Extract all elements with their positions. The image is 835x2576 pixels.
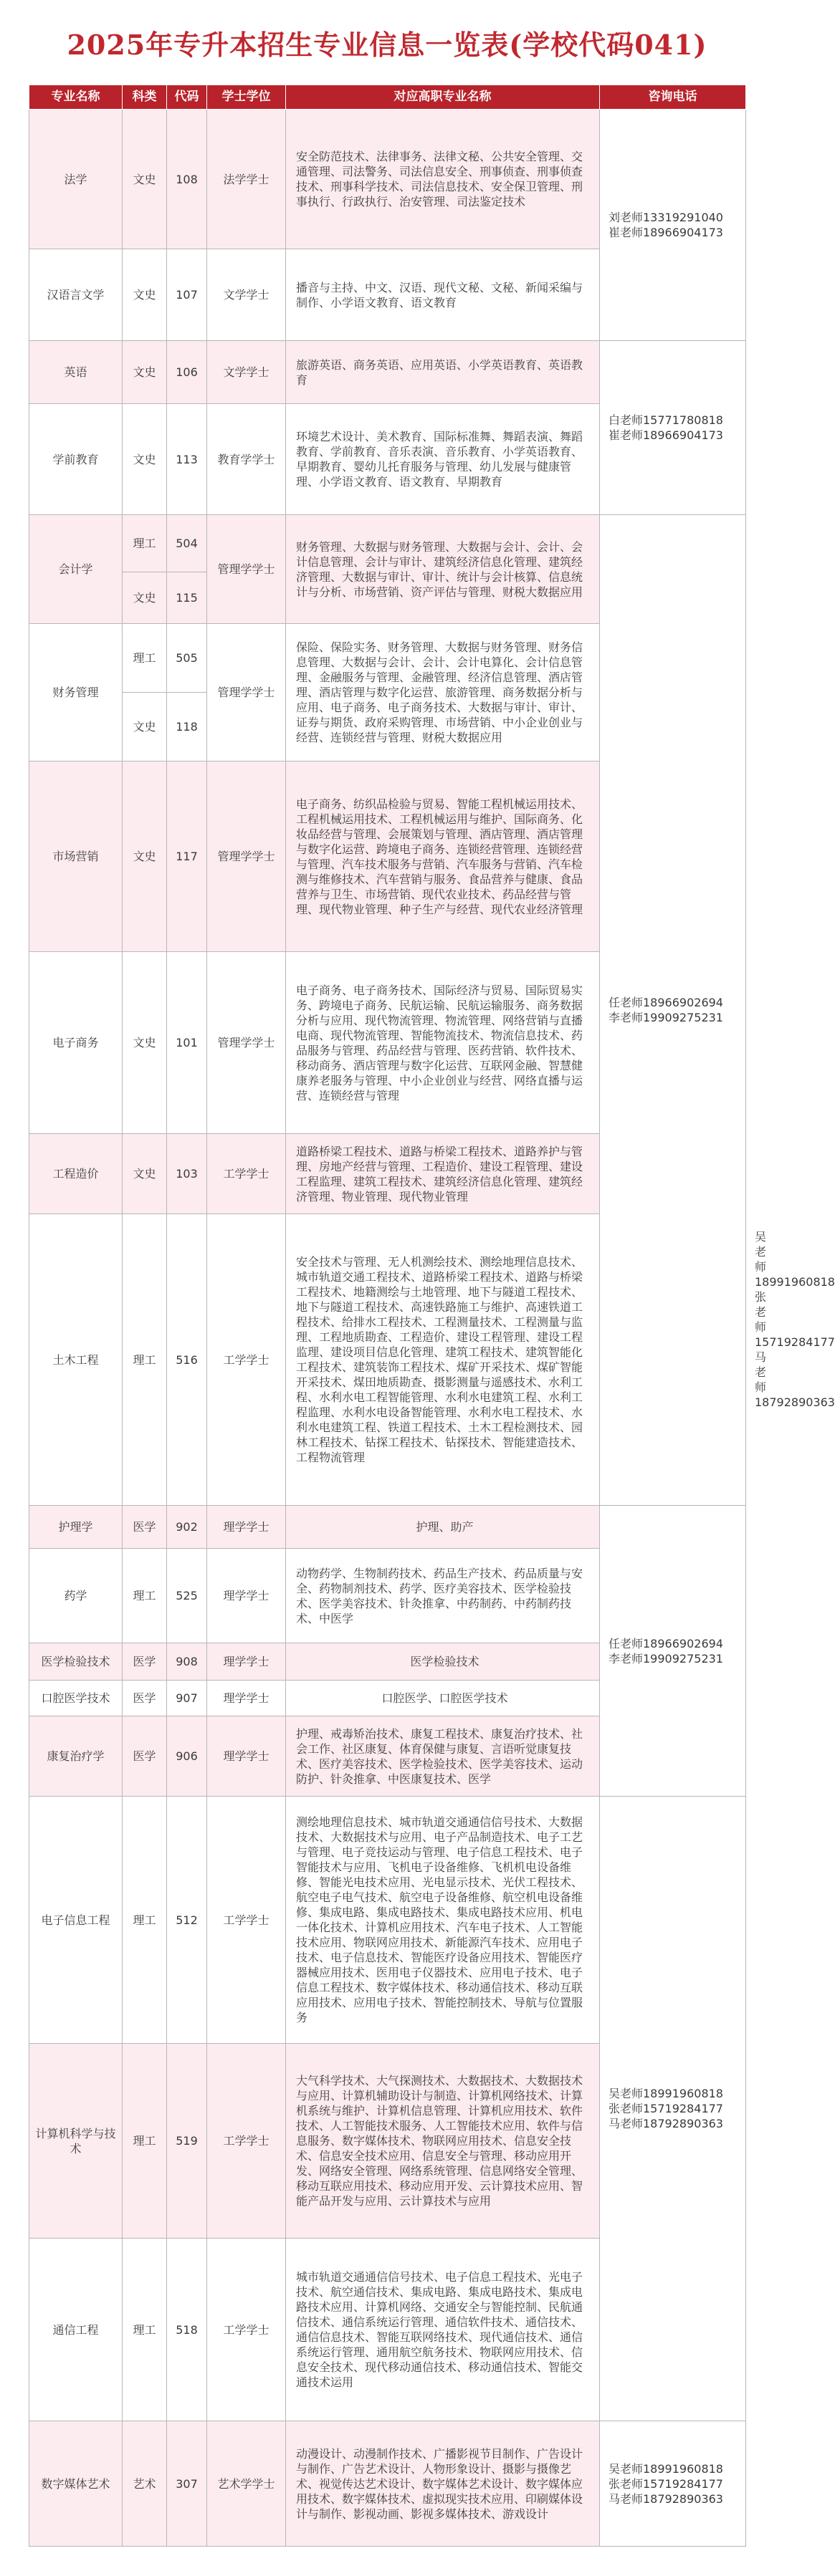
major-code: 106 <box>167 341 207 404</box>
major-category: 文史 <box>123 572 167 624</box>
phone-line: 张老师15719284177 <box>609 2476 723 2491</box>
related-majors: 测绘地理信息技术、城市轨道交通通信信号技术、大数据技术、大数据技术与应用、电子产品制造技术、电子工艺与管理、电子竞技运动与管理、电子信息工程技术、电子智能技术与应用、飞机电子设备维修、飞机机电设备维修、智能光电技术应用、光电显示技术、光伏工程技术、航空电子电气技术、航空电子设备维修、航空机电设备维修、集成电路、集成电路技术、集成电路技术应用、机电一体化技术、计算机应用技术、汽车电子技术、人工智能技术应用、物联网应用技术、新能源汽车技术、应用电子技术、电子信息技术、智能医疗设备应用技术、智能医疗器械应用技术、医用电子仪器技术、应用电子技术、电子信息工程技术、数字媒体技术、移动通信技术、移动互联应用技术、应用电子技术、智能控制技术、导航与位置服务 <box>286 1797 600 2044</box>
phone-line: 马老师18792890363 <box>609 2491 723 2506</box>
major-category: 艺术 <box>123 2421 167 2547</box>
related-majors: 电子商务、电子商务技术、国际经济与贸易、国际贸易实务、跨境电子商务、民航运输、民航运输服务、商务数据分析与应用、现代物流管理、物流管理、网络营销与直播电商、现代物流管理、智能物流技术、物流信息技术、药品服务与管理、药品经营与管理、医药营销、软件技术、移动商务、酒店管理与数字化运营、互联网金融、智慧健康养老服务与管理、中小企业创业与经营、网络直播与运营、连锁经营与管理 <box>286 952 600 1134</box>
related-majors: 财务管理、大数据与财务管理、大数据与会计、会计、会计信息管理、会计与审计、建筑经济信息化管理、建筑经济管理、大数据与审计、审计、统计与会计核算、信息统计与分析、市场营销、资产评估与管理、财税大数据应用 <box>286 515 600 624</box>
major-code: 525 <box>167 1549 207 1643</box>
related-majors: 保险、保险实务、财务管理、大数据与财务管理、财务信息管理、大数据与会计、会计、会计电算化、会计信息管理、金融服务与管理、金融管理、经济信息管理、酒店管理、酒店管理与数字化运营、旅游管理、商务数据分析与应用、电子商务、电子商务技术、大数据与审计、审计、证券与期货、政府采购管理、市场营销、中小企业创业与经营、连锁经营与管理、财税大数据应用 <box>286 624 600 761</box>
major-degree: 管理学学士 <box>207 761 286 952</box>
phone-cell <box>600 1506 746 1797</box>
major-category: 医学 <box>123 1716 167 1797</box>
related-majors: 动物药学、生物制药技术、药品生产技术、药品质量与安全、药物制剂技术、药学、医疗美容技术、医学检验技术、医学美容技术、针灸推拿、中药制药、中药制药技术、中医学 <box>286 1549 600 1643</box>
header-category: 科类 <box>123 85 167 110</box>
related-majors: 大气科学技术、大气探测技术、大数据技术、大数据技术与应用、计算机辅助设计与制造、计算机网络技术、计算机系统与维护、计算机信息管理、计算机应用技术、软件技术、人工智能技术服务、人工智能技术应用、软件与信息服务、数字媒体技术、物联网应用技术、信息安全技术、信息安全技术应用、信息安全与管理、移动应用开发、网络安全管理、网络系统管理、信息网络安全管理、移动互联应用技术、移动应用开发、云计算技术应用、智能产品开发与应用、云计算技术与应用 <box>286 2044 600 2239</box>
major-category: 理工 <box>123 515 167 572</box>
phone-line: 崔老师18966904173 <box>609 226 723 239</box>
major-name: 工程造价 <box>29 1134 123 1214</box>
phone-cell <box>600 515 746 1506</box>
major-degree: 理学学士 <box>207 1506 286 1549</box>
major-category: 文史 <box>123 952 167 1134</box>
related-majors: 口腔医学、口腔医学技术 <box>286 1681 600 1716</box>
phone-cell <box>600 2421 746 2547</box>
phone-line: 白老师15771780818 <box>609 413 723 427</box>
major-degree: 工学学士 <box>207 2044 286 2239</box>
related-majors: 道路桥梁工程技术、道路与桥梁工程技术、道路养护与管理、房地产经营与管理、工程造价、建设工程管理、建设工程监理、建筑工程技术、建筑经济信息化管理、建筑经济管理、物业管理、现代物业管理 <box>286 1134 600 1214</box>
major-code: 516 <box>167 1214 207 1506</box>
related-majors: 护理、戒毒矫治技术、康复工程技术、康复治疗技术、社会工作、社区康复、体育保健与康复、言语听觉康复技术、医疗美容技术、医学检验技术、医学美容技术、运动防护、针灸推拿、中医康复技术、医学 <box>286 1716 600 1797</box>
major-code: 908 <box>167 1643 207 1681</box>
major-category: 医学 <box>123 1681 167 1716</box>
major-code: 118 <box>167 693 207 761</box>
major-degree: 理学学士 <box>207 1549 286 1643</box>
major-code: 902 <box>167 1506 207 1549</box>
header-major: 专业名称 <box>29 85 123 110</box>
major-name: 药学 <box>29 1549 123 1643</box>
major-code: 115 <box>167 572 207 624</box>
major-degree: 工学学士 <box>207 1134 286 1214</box>
major-table <box>29 85 835 2547</box>
major-code: 103 <box>167 1134 207 1214</box>
table-row <box>29 515 746 572</box>
related-majors: 安全防范技术、法律事务、法律文秘、公共安全管理、交通管理、司法警务、司法信息安全、刑事侦查、刑事侦查技术、刑事科学技术、司法信息技术、安全保卫管理、刑事执行、行政执行、治安管理、司法鉴定技术 <box>286 110 600 249</box>
major-category: 文史 <box>123 761 167 952</box>
major-degree: 法学学士 <box>207 110 286 249</box>
phone-line: 吴老师18991960818 <box>609 2461 723 2476</box>
major-code: 108 <box>167 110 207 249</box>
table-header-row <box>29 85 746 110</box>
major-degree: 理学学士 <box>207 1716 286 1797</box>
major-category: 文史 <box>123 249 167 341</box>
major-category: 文史 <box>123 404 167 515</box>
major-category: 理工 <box>123 1549 167 1643</box>
major-category: 文史 <box>123 341 167 404</box>
related-majors: 旅游英语、商务英语、应用英语、小学英语教育、英语教育 <box>286 341 600 404</box>
major-code: 518 <box>167 2239 207 2421</box>
major-code: 113 <box>167 404 207 515</box>
header-related: 对应高职专业名称 <box>286 85 600 110</box>
major-category: 医学 <box>123 1643 167 1681</box>
related-majors: 播音与主持、中文、汉语、现代文秘、文秘、新闻采编与制作、小学语文教育、语文教育 <box>286 249 600 341</box>
major-name: 康复治疗学 <box>29 1716 123 1797</box>
major-code: 107 <box>167 249 207 341</box>
major-code: 504 <box>167 515 207 572</box>
major-name: 财务管理 <box>29 624 123 761</box>
major-name: 通信工程 <box>29 2239 123 2421</box>
major-code: 906 <box>167 1716 207 1797</box>
major-name: 电子商务 <box>29 952 123 1134</box>
major-category: 理工 <box>123 2044 167 2239</box>
major-category: 理工 <box>123 2239 167 2421</box>
major-name: 学前教育 <box>29 404 123 515</box>
table-row <box>29 1506 746 1549</box>
major-name: 护理学 <box>29 1506 123 1549</box>
phone-cell <box>600 110 746 341</box>
major-degree: 管理学学士 <box>207 952 286 1134</box>
major-code: 505 <box>167 624 207 693</box>
major-code: 519 <box>167 2044 207 2239</box>
major-degree: 工学学士 <box>207 1797 286 2044</box>
major-name: 会计学 <box>29 515 123 624</box>
major-name: 法学 <box>29 110 123 249</box>
major-name: 电子信息工程 <box>29 1797 123 2044</box>
phone-cell <box>600 1797 746 2421</box>
header-degree: 学士学位 <box>207 85 286 110</box>
major-degree: 艺术学学士 <box>207 2421 286 2547</box>
major-code: 512 <box>167 1797 207 2044</box>
major-category: 理工 <box>123 624 167 693</box>
phone-cell <box>600 341 746 515</box>
major-name: 计算机科学与技术 <box>29 2044 123 2239</box>
table-row: 工程造价 文史 103 工学学士 道路桥梁工程技术、道路与桥梁工程技术、道路养护与管理、房地产经营与管理、工程造价、建设工程管理、建设工程监理、建筑工程技术、建筑经济信息化管理、建筑经济管理、物业管理、现代物业管理 吴老师18991960818 张老师15719284177 马老师18792890363 <box>29 1134 746 1214</box>
major-name: 土木工程 <box>29 1214 123 1506</box>
major-degree: 理学学士 <box>207 1643 286 1681</box>
major-category: 理工 <box>123 1214 167 1506</box>
major-degree: 管理学学士 <box>207 515 286 624</box>
major-code: 307 <box>167 2421 207 2547</box>
related-majors: 护理、助产 <box>286 1506 600 1549</box>
major-category: 医学 <box>123 1506 167 1549</box>
phone-line: 张老师15719284177 <box>609 2102 723 2115</box>
table-row <box>29 341 746 404</box>
major-degree: 教育学学士 <box>207 404 286 515</box>
major-name: 口腔医学技术 <box>29 1681 123 1716</box>
related-majors: 安全技术与管理、无人机测绘技术、测绘地理信息技术、城市轨道交通工程技术、道路桥梁工程技术、道路与桥梁工程技术、地籍测绘与土地管理、地下与隧道工程技术、地下与隧道工程技术、高速铁路施工与维护、高速铁道工程技术、给排水工程技术、工程测量技术、工程测量与监理、工程地质勘查、工程造价、建设工程管理、建设工程监理、建设项目信息化管理、建筑工程技术、建筑智能化工程技术、建筑装饰工程技术、煤矿开采技术、煤矿智能开采技术、煤田地质勘查、摄影测量与遥感技术、水利工程、水利水电工程智能管理、水利水电建筑工程、水利工程监理、水利水电设备智能管理、水利水电工程技术、水利水电建筑工程、铁道工程技术、土木工程检测技术、园林工程技术、钻探工程技术、钻探技术、智能建造技术、工程物流管理 <box>286 1214 600 1506</box>
header-phone: 咨询电话 <box>600 85 746 110</box>
major-code: 907 <box>167 1681 207 1716</box>
related-majors: 环境艺术设计、美术教育、国际标准舞、舞蹈表演、舞蹈教育、学前教育、音乐表演、音乐教育、小学英语教育、早期教育、婴幼儿托育服务与管理、幼儿发展与健康管理、小学语文教育、语文教育、早期教育 <box>286 404 600 515</box>
phone-line: 吴老师18991960818 <box>609 2087 723 2100</box>
related-majors: 城市轨道交通通信信号技术、电子信息工程技术、光电子技术、航空通信技术、集成电路、集成电路技术、集成电路技术应用、计算机网络、交通安全与智能控制、民航通信技术、通信系统运行管理、通信软件技术、通信技术、通信信息技术、智能互联网络技术、现代通信技术、通信系统运行管理、通用航空航务技术、物联网应用技术、信息安全技术、现代移动通信技术、移动通信技术、智能交通技术运用 <box>286 2239 600 2421</box>
header-code: 代码 <box>167 85 207 110</box>
page-title: 2025年专升本招生专业信息一览表(学校代码041) <box>67 28 707 61</box>
major-degree: 文学学士 <box>207 341 286 404</box>
phone-line: 崔老师18966904173 <box>609 428 723 442</box>
table-row <box>29 110 746 249</box>
table-row <box>29 1797 746 2044</box>
major-code: 117 <box>167 761 207 952</box>
phone-line: 刘老师13319291040 <box>609 211 723 224</box>
major-degree: 管理学学士 <box>207 624 286 761</box>
related-majors: 医学检验技术 <box>286 1643 600 1681</box>
major-name: 英语 <box>29 341 123 404</box>
major-category: 文史 <box>123 693 167 761</box>
major-code: 101 <box>167 952 207 1134</box>
related-majors: 动漫设计、动漫制作技术、广播影视节目制作、广告设计与制作、广告艺术设计、人物形象设计、摄影与摄像艺术、视觉传达艺术设计、数字媒体艺术设计、数字媒体应用技术、数字媒体技术、虚拟现实技术应用、印刷媒体设计与制作、影视动画、影视多媒体技术、游戏设计 <box>286 2421 600 2547</box>
major-name: 市场营销 <box>29 761 123 952</box>
phone-line: 任老师18966902694 <box>609 996 723 1009</box>
major-degree: 工学学士 <box>207 1214 286 1506</box>
major-degree: 理学学士 <box>207 1681 286 1716</box>
major-category: 文史 <box>123 1134 167 1214</box>
major-category: 文史 <box>123 110 167 249</box>
major-category: 理工 <box>123 1797 167 2044</box>
major-name: 汉语言文学 <box>29 249 123 341</box>
major-name: 医学检验技术 <box>29 1643 123 1681</box>
major-degree: 文学学士 <box>207 249 286 341</box>
phone-line: 李老师19909275231 <box>609 1651 723 1666</box>
phone-line: 马老师18792890363 <box>609 2117 723 2130</box>
phone-line: 李老师19909275231 <box>609 1011 723 1024</box>
phone-line: 任老师18966902694 <box>609 1636 723 1650</box>
major-degree: 工学学士 <box>207 2239 286 2421</box>
table-row <box>29 2421 746 2547</box>
related-majors: 电子商务、纺织品检验与贸易、智能工程机械运用技术、工程机械运用技术、工程机械运用与维护、国际商务、化妆品经营与管理、会展策划与管理、酒店管理、酒店管理与数字化运营、跨境电子商务、连锁经营管理、连锁经营与管理、汽车技术服务与营销、汽车服务与营销、汽车检测与维修技术、汽车营销与服务、食品营养与健康、食品营养与卫生、市场营销、现代农业技术、药品经营与管理、现代物业管理、种子生产与经营、现代农业经济管理 <box>286 761 600 952</box>
major-name: 数字媒体艺术 <box>29 2421 123 2547</box>
